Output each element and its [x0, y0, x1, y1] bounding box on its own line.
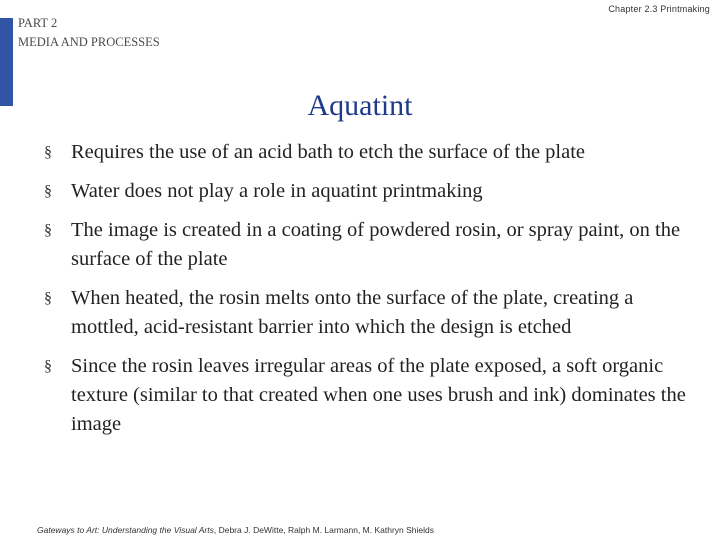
- list-item: [44, 138, 704, 167]
- bullet-icon: §: [44, 358, 52, 375]
- list-item: [44, 216, 704, 274]
- bullet-icon: §: [44, 290, 52, 307]
- list-item: [44, 284, 704, 342]
- bullet-icon: §: [44, 144, 52, 161]
- part-subtitle: MEDIA AND PROCESSES: [18, 35, 160, 49]
- list-item: [44, 177, 704, 206]
- bullet-text: Water does not play a role in aquatint printmaking: [71, 180, 483, 202]
- part-number: PART 2: [18, 16, 58, 30]
- footer-book-title: Gateways to Art: Understanding the Visual Arts: [37, 525, 214, 535]
- bullet-icon: §: [44, 183, 52, 200]
- footer-citation: [37, 525, 434, 535]
- chapter-label: Chapter 2.3 Printmaking: [608, 4, 710, 14]
- bullet-text: When heated, the rosin melts onto the surface of the plate, creating a mottled, acid-resistant barrier into which the design is etched: [71, 287, 634, 338]
- bullet-text: Requires the use of an acid bath to etch the surface of the plate: [71, 141, 586, 163]
- bullet-text: The image is created in a coating of powdered rosin, or spray paint, on the surface of the plate: [71, 219, 681, 270]
- footer-authors: , Debra J. DeWitte, Ralph M. Larmann, M. Kathryn Shields: [213, 525, 435, 535]
- bullet-text: Since the rosin leaves irregular areas of the plate exposed, a soft organic texture (similar to that created when one uses brush and ink) dominates the image: [71, 355, 686, 435]
- slide-title: Aquatint: [307, 89, 413, 123]
- part-heading: [18, 14, 160, 52]
- bullet-icon: §: [44, 222, 52, 239]
- bullet-list: [44, 138, 704, 439]
- list-item: [44, 352, 704, 439]
